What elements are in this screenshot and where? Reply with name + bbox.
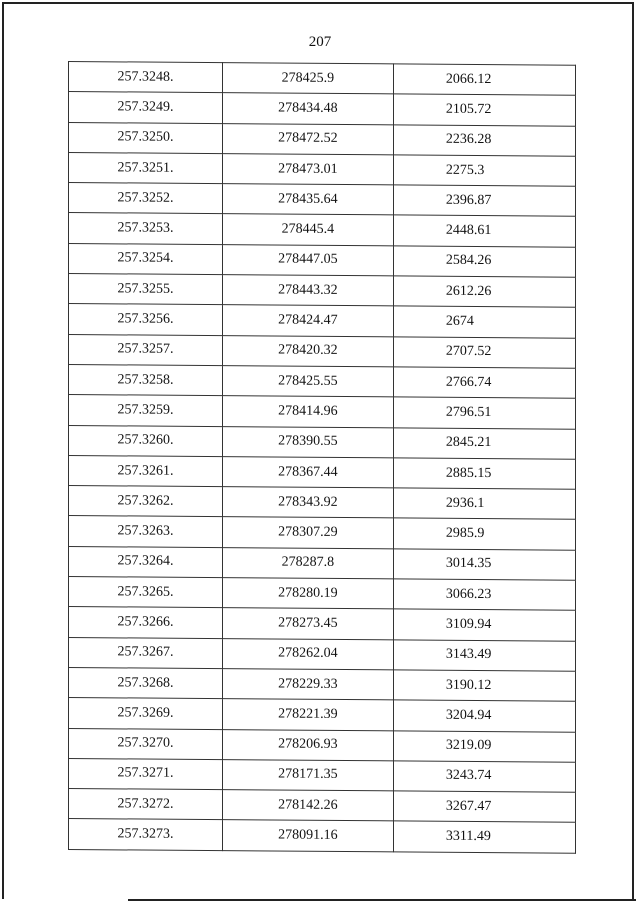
point-id-cell: 257.3272. — [69, 789, 223, 820]
table-row — [69, 516, 576, 550]
x-coordinate-cell: 278443.32 — [223, 275, 394, 307]
table-row — [69, 364, 576, 398]
table-row — [69, 243, 576, 277]
y-coordinate-cell: 3204.94 — [393, 700, 575, 732]
point-id-cell: 257.3261. — [69, 455, 223, 486]
table-row — [69, 546, 576, 580]
point-id-cell: 257.3267. — [69, 637, 223, 668]
table-body — [69, 62, 576, 853]
point-id-cell: 257.3248. — [69, 62, 223, 93]
y-coordinate-cell: 2275.3 — [393, 155, 575, 187]
point-id-cell: 257.3262. — [69, 486, 223, 517]
table-row — [69, 637, 576, 671]
x-coordinate-cell: 278447.05 — [223, 244, 394, 276]
point-id-cell: 257.3249. — [69, 92, 223, 123]
x-coordinate-cell: 278142.26 — [223, 790, 394, 822]
x-coordinate-cell: 278091.16 — [223, 820, 394, 852]
y-coordinate-cell: 3014.35 — [393, 549, 575, 581]
table-row — [69, 152, 576, 186]
y-coordinate-cell: 3066.23 — [393, 579, 575, 611]
table-row — [69, 213, 576, 247]
table-row — [69, 274, 576, 308]
y-coordinate-cell: 3109.94 — [393, 609, 575, 641]
y-coordinate-cell: 2707.52 — [393, 337, 575, 369]
point-id-cell: 257.3263. — [69, 516, 223, 547]
table-row — [69, 425, 576, 459]
x-coordinate-cell: 278445.4 — [223, 214, 394, 246]
y-coordinate-cell: 3243.74 — [393, 761, 575, 793]
point-id-cell: 257.3258. — [69, 364, 223, 395]
y-coordinate-cell: 2674 — [393, 306, 575, 338]
table-row — [69, 304, 576, 338]
table-row — [69, 728, 576, 762]
bottom-rule — [128, 899, 636, 901]
y-coordinate-cell: 2612.26 — [393, 276, 575, 308]
point-id-cell: 257.3273. — [69, 819, 223, 850]
point-id-cell: 257.3265. — [69, 577, 223, 608]
x-coordinate-cell: 278206.93 — [223, 729, 394, 761]
table-row — [69, 334, 576, 368]
page-number: 207 — [308, 34, 332, 50]
point-id-cell: 257.3256. — [69, 304, 223, 335]
point-id-cell: 257.3254. — [69, 243, 223, 274]
table-row — [69, 455, 576, 489]
point-id-cell: 257.3259. — [69, 395, 223, 426]
y-coordinate-cell: 2885.15 — [393, 458, 575, 490]
point-id-cell: 257.3255. — [69, 274, 223, 305]
y-coordinate-cell: 3190.12 — [393, 670, 575, 702]
x-coordinate-cell: 278343.92 — [223, 487, 394, 519]
x-coordinate-cell: 278367.44 — [223, 456, 394, 488]
y-coordinate-cell: 3219.09 — [393, 730, 575, 762]
point-id-cell: 257.3252. — [69, 183, 223, 214]
point-id-cell: 257.3268. — [69, 667, 223, 698]
y-coordinate-cell: 2845.21 — [393, 427, 575, 459]
point-id-cell: 257.3251. — [69, 152, 223, 183]
x-coordinate-cell: 278273.45 — [223, 608, 394, 640]
x-coordinate-cell: 278307.29 — [223, 517, 394, 549]
table-row — [69, 667, 576, 701]
x-coordinate-cell: 278434.48 — [223, 93, 394, 125]
point-id-cell: 257.3250. — [69, 122, 223, 153]
y-coordinate-cell: 3311.49 — [393, 821, 575, 853]
table-row — [69, 62, 576, 96]
point-id-cell: 257.3270. — [69, 728, 223, 759]
table-row — [69, 577, 576, 611]
y-coordinate-cell: 2985.9 — [393, 518, 575, 550]
y-coordinate-cell: 2936.1 — [393, 488, 575, 520]
table-row — [69, 789, 576, 823]
table-row — [69, 183, 576, 217]
x-coordinate-cell: 278420.32 — [223, 335, 394, 367]
x-coordinate-cell: 278229.33 — [223, 669, 394, 701]
x-coordinate-cell: 278171.35 — [223, 759, 394, 791]
x-coordinate-cell: 278221.39 — [223, 699, 394, 731]
table-row — [69, 698, 576, 732]
x-coordinate-cell: 278262.04 — [223, 638, 394, 670]
table-row — [69, 819, 576, 853]
x-coordinate-cell: 278280.19 — [223, 578, 394, 610]
y-coordinate-cell: 2766.74 — [393, 367, 575, 399]
x-coordinate-cell: 278435.64 — [223, 184, 394, 216]
y-coordinate-cell: 2236.28 — [393, 124, 575, 156]
y-coordinate-cell: 2796.51 — [393, 397, 575, 429]
table-row — [69, 395, 576, 429]
y-coordinate-cell: 2066.12 — [393, 64, 575, 96]
x-coordinate-cell: 278414.96 — [223, 396, 394, 428]
x-coordinate-cell: 278287.8 — [223, 547, 394, 579]
y-coordinate-cell: 2105.72 — [393, 94, 575, 126]
x-coordinate-cell: 278425.9 — [223, 63, 394, 95]
table-row — [69, 486, 576, 520]
x-coordinate-cell: 278473.01 — [223, 154, 394, 186]
point-id-cell: 257.3271. — [69, 758, 223, 789]
point-id-cell: 257.3266. — [69, 607, 223, 638]
table-row — [69, 92, 576, 126]
coordinate-table — [68, 61, 576, 853]
x-coordinate-cell: 278424.47 — [223, 305, 394, 337]
point-id-cell: 257.3257. — [69, 334, 223, 365]
point-id-cell: 257.3269. — [69, 698, 223, 729]
x-coordinate-cell: 278425.55 — [223, 366, 394, 398]
point-id-cell: 257.3253. — [69, 213, 223, 244]
x-coordinate-cell: 278390.55 — [223, 426, 394, 458]
x-coordinate-cell: 278472.52 — [223, 123, 394, 155]
table-row — [69, 607, 576, 641]
point-id-cell: 257.3260. — [69, 425, 223, 456]
y-coordinate-cell: 2396.87 — [393, 185, 575, 217]
point-id-cell: 257.3264. — [69, 546, 223, 577]
y-coordinate-cell: 2584.26 — [393, 246, 575, 278]
table-row — [69, 122, 576, 156]
y-coordinate-cell: 3143.49 — [393, 640, 575, 672]
table-row — [69, 758, 576, 792]
y-coordinate-cell: 3267.47 — [393, 791, 575, 823]
y-coordinate-cell: 2448.61 — [393, 215, 575, 247]
